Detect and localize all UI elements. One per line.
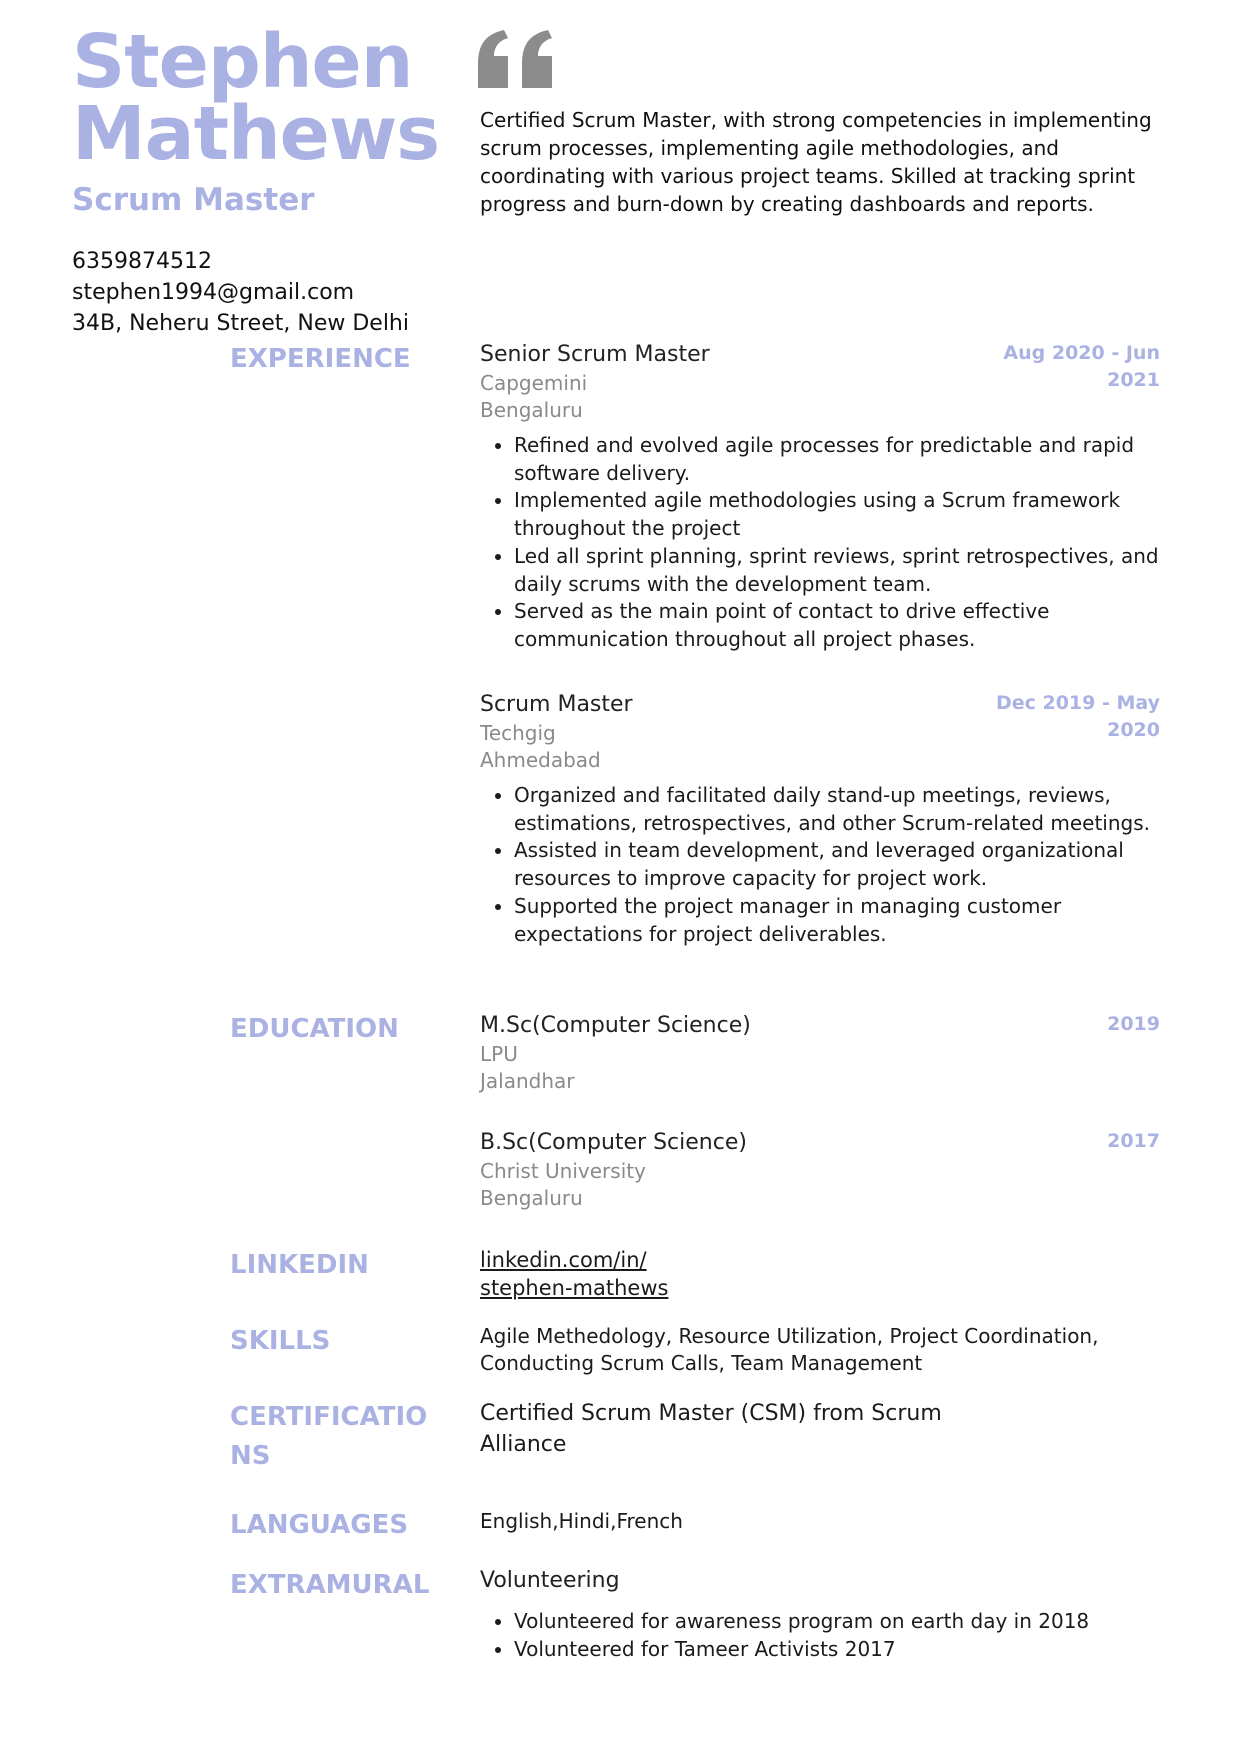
contact-block [72,246,409,339]
extramural-title: Volunteering [480,1568,620,1593]
extramural-heading: EXTRAMURAL [230,1570,430,1600]
languages-heading: LANGUAGES [230,1510,409,1540]
list-item: • Refined and evolved agile processes for predictable and rapid software delivery. [514,432,1160,487]
list-item: • Organized and facilitated daily stand-up meetings, reviews, estimations, retrospectives, and other Scrum-related meetings. [514,782,1160,837]
list-item: • Led all sprint planning, sprint reviews, sprint retrospectives, and daily scrums with the development team. [514,543,1160,598]
company: Capgemini [480,371,588,395]
school: Christ University [480,1159,646,1183]
name-first: Stephen [72,19,413,105]
job-title: Senior Scrum Master [480,342,710,367]
education-entry [480,1128,1160,1212]
list-item: • Volunteered for awareness program on earth day in 2018 [514,1608,1160,1636]
location: Bengaluru [480,398,583,422]
location: Ahmedabad [480,748,601,772]
education-heading: EDUCATION [230,1014,399,1044]
candidate-name [72,19,472,177]
list-item: • Volunteered for Tameer Activists 2017 [514,1636,1160,1664]
languages-text: English,Hindi,French [480,1509,683,1533]
job-dates: Aug 2020 - Jun 2021 [1003,342,1160,391]
degree: B.Sc(Computer Science) [480,1130,747,1155]
grad-year: 2019 [1107,1013,1160,1035]
location: Jalandhar [480,1069,575,1093]
list-item: • Assisted in team development, and leveraged organizational resources to improve capacity for project work. [514,837,1160,892]
name-last: Mathews [72,91,440,177]
location: Bengaluru [480,1186,583,1210]
job-role: Scrum Master [72,182,315,218]
linkedin-link[interactable] [480,1246,1160,1302]
company: Techgig [480,721,556,745]
quote-icon [474,30,558,92]
email: stephen1994@gmail.com [72,280,355,305]
experience-entry [480,340,1160,654]
experience-entry [480,690,1160,948]
linkedin-url-line2[interactable]: stephen-mathews [480,1276,669,1300]
job-bullets [480,782,1160,948]
job-title: Scrum Master [480,692,633,717]
certifications-heading: CERTIFICATIONS [230,1402,428,1471]
education-entry [480,1011,1160,1095]
school: LPU [480,1042,518,1066]
job-bullets [480,432,1160,654]
list-item: • Supported the project manager in managing customer expectations for project deliverables. [514,893,1160,948]
linkedin-heading: LINKEDIN [230,1250,369,1280]
profile-summary: Certified Scrum Master, with strong competencies in implementing scrum processes, implementing agile methodologies, and coordinating with various project teams. Skilled at tracking sprint progress and burn-down by creating dashboards and reports. [480,108,1152,216]
skills-text: Agile Methedology, Resource Utilization, Project Coordination, Conducting Scrum Calls, Team Management [480,1324,1099,1375]
skills-heading: SKILLS [230,1326,331,1356]
linkedin-url-line1[interactable]: linkedin.com/in/ [480,1248,647,1272]
list-item: • Served as the main point of contact to drive effective communication throughout all project phases. [514,598,1160,653]
phone: 6359874512 [72,249,212,274]
list-item: • Implemented agile methodologies using a Scrum framework throughout the project [514,487,1160,542]
extramural-entry [480,1566,1160,1663]
experience-heading: EXPERIENCE [230,344,411,374]
job-dates: Dec 2019 - May 2020 [995,692,1160,741]
grad-year: 2017 [1107,1130,1160,1152]
certifications-text: Certified Scrum Master (CSM) from Scrum Alliance [480,1401,942,1457]
extramural-bullets [480,1608,1160,1663]
degree: M.Sc(Computer Science) [480,1013,751,1038]
address: 34B, Neheru Street, New Delhi [72,311,409,336]
